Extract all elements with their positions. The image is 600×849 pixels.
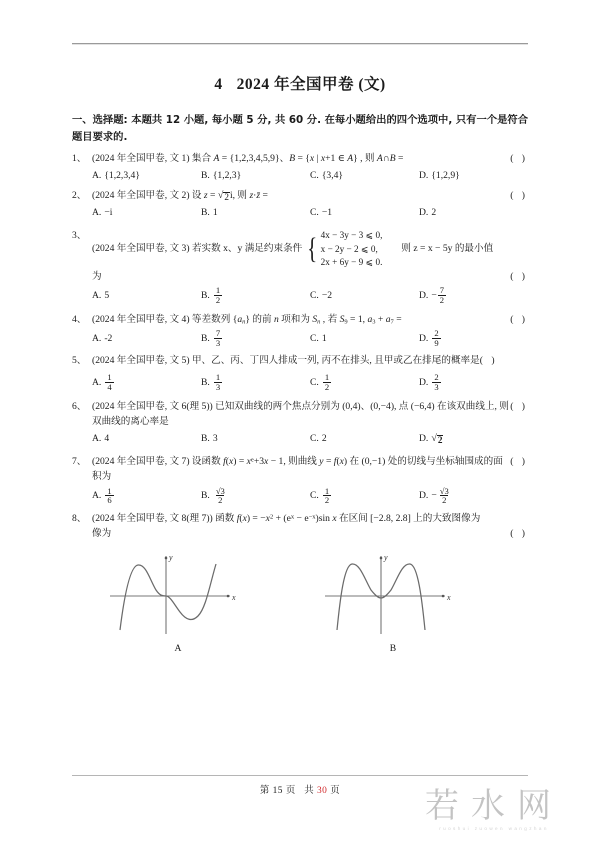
question-number: 7、 bbox=[72, 455, 87, 467]
question-number: 1、 bbox=[72, 153, 87, 165]
question-source: (2024 年全国甲卷, 文 1) bbox=[92, 153, 190, 165]
current-page: 第 15 页 bbox=[259, 786, 296, 796]
x-axis-label: x bbox=[447, 592, 451, 602]
option-c[interactable]: C. $\frac{1}{2}$ bbox=[310, 372, 330, 392]
graph-b-svg bbox=[313, 548, 473, 636]
watermark-subtext: ruoshui zuowen wangzhan bbox=[439, 826, 549, 831]
option-d[interactable]: D. − $\frac{7}{2}$ bbox=[419, 285, 445, 305]
total-suffix: 页 bbox=[330, 786, 341, 796]
option-b[interactable]: B. 1 bbox=[201, 206, 218, 218]
graph-option-b[interactable] bbox=[313, 548, 528, 658]
answer-bracket: ( ) bbox=[510, 401, 528, 413]
option-a[interactable]: A. $\frac{1}{4}$ bbox=[92, 372, 112, 392]
total-prefix: 共 bbox=[304, 786, 315, 796]
question-number: 6、 bbox=[72, 401, 87, 413]
question-source: (2024 年全国甲卷, 文 2) bbox=[92, 190, 190, 202]
question-stem-cont: 像为 bbox=[92, 527, 112, 539]
question-stem: (2024 年全国甲卷, 文 4) 等差数列 $\{a_n\}$ 的前 n 项和为 $S_n$ , 若 $S_9 = 1$, $a_3 + a_7$ = bbox=[92, 314, 402, 326]
question-stem: (2024 年全国甲卷, 文 7) 设函数 $f(x) = x^e+3x - 1$, 则曲线 y = f(x) 在 (0,−1) 处的切线与坐标轴围成的面积为 bbox=[92, 455, 503, 482]
answer-bracket: ( ) bbox=[510, 153, 528, 165]
left-brace-icon: { bbox=[307, 232, 318, 266]
footer-rule bbox=[72, 775, 528, 776]
question-number: 3、 bbox=[72, 229, 87, 241]
option-b[interactable]: B. 3 bbox=[201, 433, 218, 445]
option-a[interactable]: A. {1,2,3,4} bbox=[92, 170, 140, 182]
curve-a bbox=[120, 564, 216, 630]
answer-bracket: ( ) bbox=[510, 314, 528, 326]
option-c[interactable]: C. $\frac{1}{2}$ bbox=[310, 485, 330, 506]
graph-option-a[interactable] bbox=[98, 548, 313, 658]
inequality-system bbox=[305, 229, 382, 270]
options-row bbox=[72, 485, 528, 506]
question-1 bbox=[72, 152, 528, 184]
question-2 bbox=[72, 189, 528, 221]
y-axis-label: y bbox=[384, 552, 388, 562]
option-a[interactable]: A. 4 bbox=[92, 433, 110, 445]
option-d[interactable]: D. − $\frac{√3}{2}$ bbox=[419, 485, 449, 506]
system-row: 4x − 3y − 3 ⩽ 0, bbox=[320, 229, 383, 240]
section-instructions: 一、选择题: 本题共 12 小题, 每小题 5 分, 共 60 分. 在每小题给出的四个选项中, 只有一个是符合题目要求的. bbox=[72, 114, 528, 143]
watermark-text: 若水网 bbox=[425, 786, 563, 826]
option-b[interactable]: B. {1,2,3} bbox=[201, 170, 242, 182]
option-d[interactable]: D. $\frac{2}{3}$ bbox=[419, 372, 439, 392]
option-b[interactable]: B. $\frac{1}{2}$ bbox=[201, 285, 221, 305]
answer-bracket: ( ) bbox=[510, 271, 528, 283]
page-content bbox=[72, 62, 528, 662]
question-6 bbox=[72, 400, 528, 447]
question-number: 4、 bbox=[72, 314, 87, 326]
option-b[interactable]: B. $\frac{7}{3}$ bbox=[201, 328, 221, 348]
options-row bbox=[72, 330, 528, 348]
option-d[interactable]: D. $\frac{2}{9}$ bbox=[419, 328, 439, 348]
question-8 bbox=[72, 512, 528, 657]
title-text: 2024 年全国甲卷 (文) bbox=[236, 76, 386, 93]
option-b[interactable]: B. $\frac{√3}{2}$ bbox=[201, 485, 225, 506]
graph-caption: A bbox=[174, 643, 182, 655]
system-row: 2x + 6y − 9 ⩽ 0. bbox=[320, 257, 383, 268]
question-source: (2024 年全国甲卷, 文 3) bbox=[92, 243, 190, 255]
question-stem-tail: 则 z = x − 5y 的最小值 bbox=[401, 243, 494, 255]
graph-options bbox=[72, 548, 528, 658]
y-axis-tip bbox=[380, 556, 383, 559]
header-rule bbox=[72, 43, 528, 45]
question-stem: (2024 年全国甲卷, 文 6(理 5)) 已知双曲线的两个焦点分别为 (0,4)、(0,−4), 点 (−6,4) 在该双曲线上, 则双曲线的离心率是 bbox=[92, 401, 509, 428]
option-a[interactable]: A. 5 bbox=[92, 289, 110, 301]
watermark bbox=[394, 786, 594, 847]
title-number: 4 bbox=[214, 76, 223, 93]
question-4 bbox=[72, 313, 528, 348]
option-a[interactable]: A. $\frac{1}{6}$ bbox=[92, 485, 112, 506]
answer-bracket: ( ) bbox=[510, 190, 528, 202]
x-axis-label: x bbox=[232, 592, 236, 602]
answer-bracket: ( ) bbox=[510, 455, 528, 467]
options-row bbox=[72, 287, 528, 305]
question-5 bbox=[72, 354, 528, 392]
option-b[interactable]: B. $\frac{1}{3}$ bbox=[201, 372, 221, 392]
question-number: 5、 bbox=[72, 355, 87, 367]
answer-bracket: ( ) bbox=[479, 355, 498, 367]
y-axis-label: y bbox=[169, 552, 173, 562]
x-axis-tip bbox=[227, 594, 230, 597]
question-number: 2、 bbox=[72, 190, 87, 202]
question-source: (2024 年全国甲卷, 文 5) bbox=[92, 355, 190, 367]
option-c[interactable]: C. −2 bbox=[310, 289, 333, 301]
options-row bbox=[72, 206, 528, 221]
option-d[interactable]: D. 2 bbox=[419, 206, 437, 218]
options-row bbox=[72, 169, 528, 184]
option-d[interactable]: D. {1,2,9} bbox=[419, 170, 460, 182]
option-d[interactable]: D. √ 2 bbox=[419, 432, 443, 445]
question-7 bbox=[72, 455, 528, 506]
option-a[interactable]: A. −i bbox=[92, 206, 113, 218]
x-axis-tip bbox=[442, 594, 445, 597]
question-3 bbox=[72, 229, 528, 305]
graph-a-svg bbox=[98, 548, 258, 636]
graph-caption: B bbox=[389, 643, 397, 655]
option-c[interactable]: C. 2 bbox=[310, 433, 327, 445]
answer-bracket: ( ) bbox=[510, 527, 528, 539]
question-stem: (2024 年全国甲卷, 文 1) 集合 A = {1,2,3,4,5,9}、B = {x | x+1 ∈ A} , 则 A∩B = bbox=[92, 153, 404, 165]
question-stem: (2024 年全国甲卷, 文 2) 设 z = √ 2 i, 则 z·z̄ = bbox=[92, 190, 268, 203]
options-row bbox=[72, 432, 528, 447]
question-stem: (2024 年全国甲卷, 文 3) 若实数 x、y 满足约束条件 bbox=[92, 243, 303, 255]
question-stem-tail2: 为 bbox=[92, 271, 102, 283]
page-title bbox=[72, 72, 528, 94]
option-a[interactable]: A. -2 bbox=[92, 332, 113, 344]
options-row bbox=[72, 374, 528, 392]
question-source: (2024 年全国甲卷, 文 6(理 5)) bbox=[92, 401, 213, 413]
option-c[interactable]: C. 1 bbox=[310, 332, 327, 344]
y-axis-tip bbox=[165, 556, 168, 559]
question-source: (2024 年全国甲卷, 文 7) bbox=[92, 455, 190, 467]
question-stem: (2024 年全国甲卷, 文 5) 甲、乙、丙、丁四人排成一列, 丙不在排头, 且甲或乙在排尾的概率是( ) bbox=[92, 355, 498, 367]
question-stem: (2024 年全国甲卷, 文 8(理 7)) 函数 $f(x) = -x^2 + (e^x - e^{-x})\sin$ x 在区间 [−2.8, 2.8] 上的大致图像为 bbox=[92, 512, 481, 524]
question-source: (2024 年全国甲卷, 文 8(理 7)) bbox=[92, 512, 213, 524]
question-source: (2024 年全国甲卷, 文 4) bbox=[92, 314, 190, 326]
system-row: x − 2y − 2 ⩽ 0, bbox=[320, 243, 378, 254]
total-pages: 30 bbox=[316, 786, 328, 796]
option-c[interactable]: C. {3,4} bbox=[310, 170, 344, 182]
question-number: 8、 bbox=[72, 512, 87, 524]
option-c[interactable]: C. −1 bbox=[310, 206, 333, 218]
